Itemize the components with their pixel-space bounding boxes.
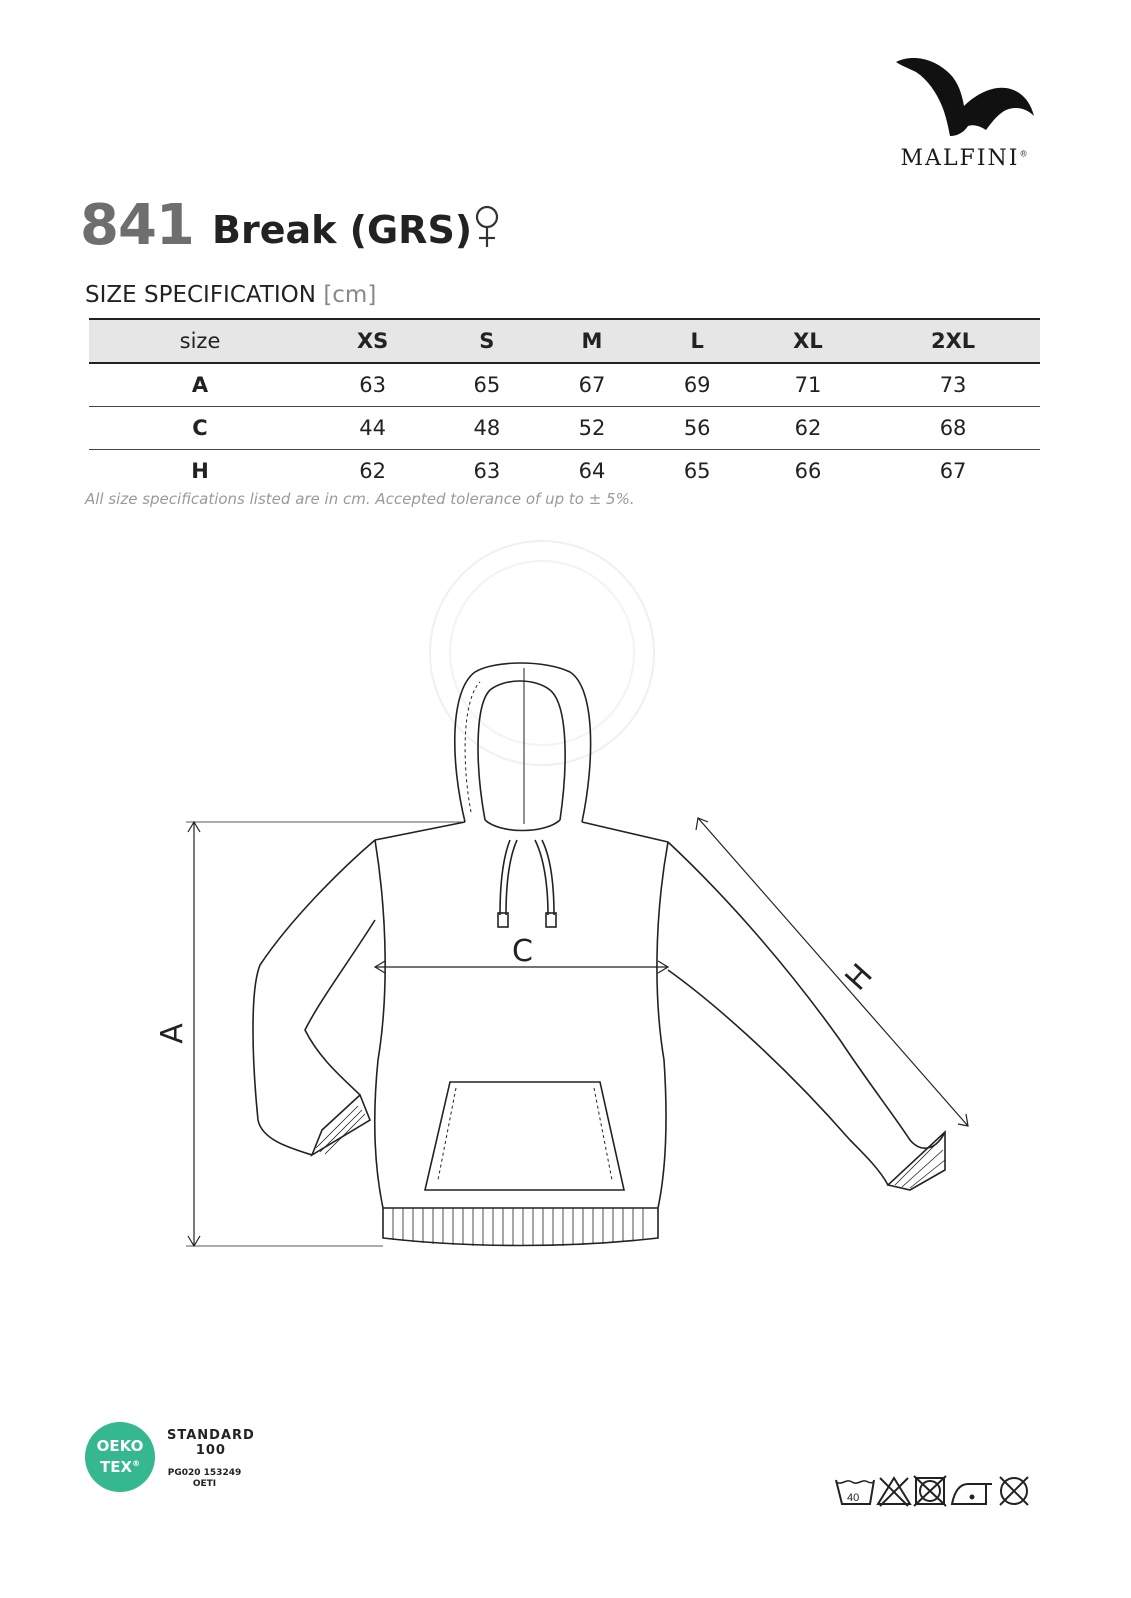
no-bleach-icon — [878, 1478, 910, 1506]
size-table — [89, 318, 1040, 492]
size-spec-title-text: SIZE SPECIFICATION — [85, 282, 316, 308]
row-label: H — [191, 459, 209, 483]
no-dry-clean-icon — [1000, 1477, 1028, 1505]
table-cell: 68 — [939, 416, 967, 440]
brand-name-text: MALFINI — [900, 146, 1020, 171]
oeko-standard-label: STANDARD — [167, 1428, 255, 1443]
dimension-h-line — [698, 818, 968, 1126]
table-cell: 65 — [683, 459, 711, 483]
product-code: 841 — [80, 193, 194, 258]
kangaroo-pocket — [425, 1082, 624, 1190]
sleeve-right-inner — [668, 970, 888, 1185]
tolerance-note: All size specifications listed are in cm. Accepted tolerance of up to ± 5%. — [85, 490, 635, 508]
table-cell: 65 — [473, 373, 501, 397]
table-cell: 69 — [683, 373, 711, 397]
table-cell: 66 — [794, 459, 822, 483]
header-size-label: size — [179, 329, 221, 353]
table-cell: 62 — [794, 416, 822, 440]
dimension-c-label: C — [512, 934, 533, 969]
oeko-registered: ® — [132, 1459, 141, 1468]
body-right-side — [657, 842, 668, 1208]
table-cell: 71 — [794, 373, 822, 397]
sleeve-left-inner — [305, 920, 375, 1095]
header-size-2xl: 2XL — [930, 329, 976, 353]
table-cell: 62 — [359, 459, 386, 483]
wash-temperature: 40 — [847, 1492, 860, 1504]
product-name: Break (GRS) — [212, 208, 473, 252]
brand-name — [880, 146, 1050, 171]
oeko-line1: OEKO — [96, 1437, 144, 1455]
row-label: C — [192, 416, 208, 440]
oeko-tex-badge — [85, 1422, 265, 1502]
watermark-circle — [430, 541, 654, 765]
oeko-certificate-number: PG020 153249 — [167, 1468, 242, 1478]
iron-low-icon — [952, 1484, 992, 1504]
table-row — [89, 450, 1040, 493]
header-size-m: M — [581, 329, 603, 353]
header-size-l: L — [690, 329, 704, 353]
header-size-xl: XL — [793, 329, 823, 353]
table-cell: 44 — [359, 416, 386, 440]
header-size-xs: XS — [356, 329, 389, 353]
table-cell: 48 — [473, 416, 501, 440]
sleeve-right — [668, 842, 945, 1148]
table-row — [89, 363, 1040, 407]
hem-rib — [383, 1208, 658, 1246]
shoulder-left — [375, 822, 465, 840]
table-cell: 63 — [359, 373, 386, 397]
dimension-a-label: A — [154, 1023, 190, 1044]
body-left-side — [375, 840, 385, 1208]
wash-40-icon — [836, 1480, 874, 1504]
shoulder-right — [582, 822, 668, 842]
size-spec-title — [85, 282, 376, 308]
table-cell: 63 — [473, 459, 501, 483]
oeko-standard — [167, 1428, 255, 1458]
hood-inner — [478, 681, 565, 820]
neckline — [485, 820, 560, 831]
brand-registered: ® — [1019, 149, 1030, 159]
table-cell: 56 — [683, 416, 711, 440]
cuff-right — [888, 1132, 945, 1190]
care-symbols — [834, 1472, 1034, 1510]
oeko-tex-logo — [85, 1422, 155, 1492]
eagle-icon — [894, 52, 1036, 138]
watermark-circle-inner — [450, 561, 634, 745]
table-cell: 67 — [939, 459, 967, 483]
table-header-row — [89, 319, 1040, 363]
female-symbol-icon — [470, 203, 504, 251]
oeko-institute: OETI — [192, 1479, 217, 1489]
table-row — [89, 407, 1040, 450]
brand-logo — [880, 52, 1050, 172]
table-cell: 73 — [939, 373, 967, 397]
cuff-left — [312, 1095, 370, 1155]
hem-rib-lines — [393, 1208, 643, 1246]
oeko-certificate — [167, 1468, 242, 1490]
table-cell: 52 — [578, 416, 606, 440]
size-spec-unit: [cm] — [323, 282, 377, 308]
table-cell: 64 — [578, 459, 606, 483]
oeko-standard-number: 100 — [195, 1443, 226, 1458]
table-cell: 67 — [578, 373, 606, 397]
dimension-h-label: H — [838, 957, 880, 998]
oeko-line2: TEX — [99, 1458, 133, 1476]
hoodie-diagram — [150, 540, 1030, 1270]
no-tumble-dry-icon — [914, 1476, 946, 1506]
header-size-s: S — [479, 329, 495, 353]
row-label: A — [191, 373, 209, 397]
